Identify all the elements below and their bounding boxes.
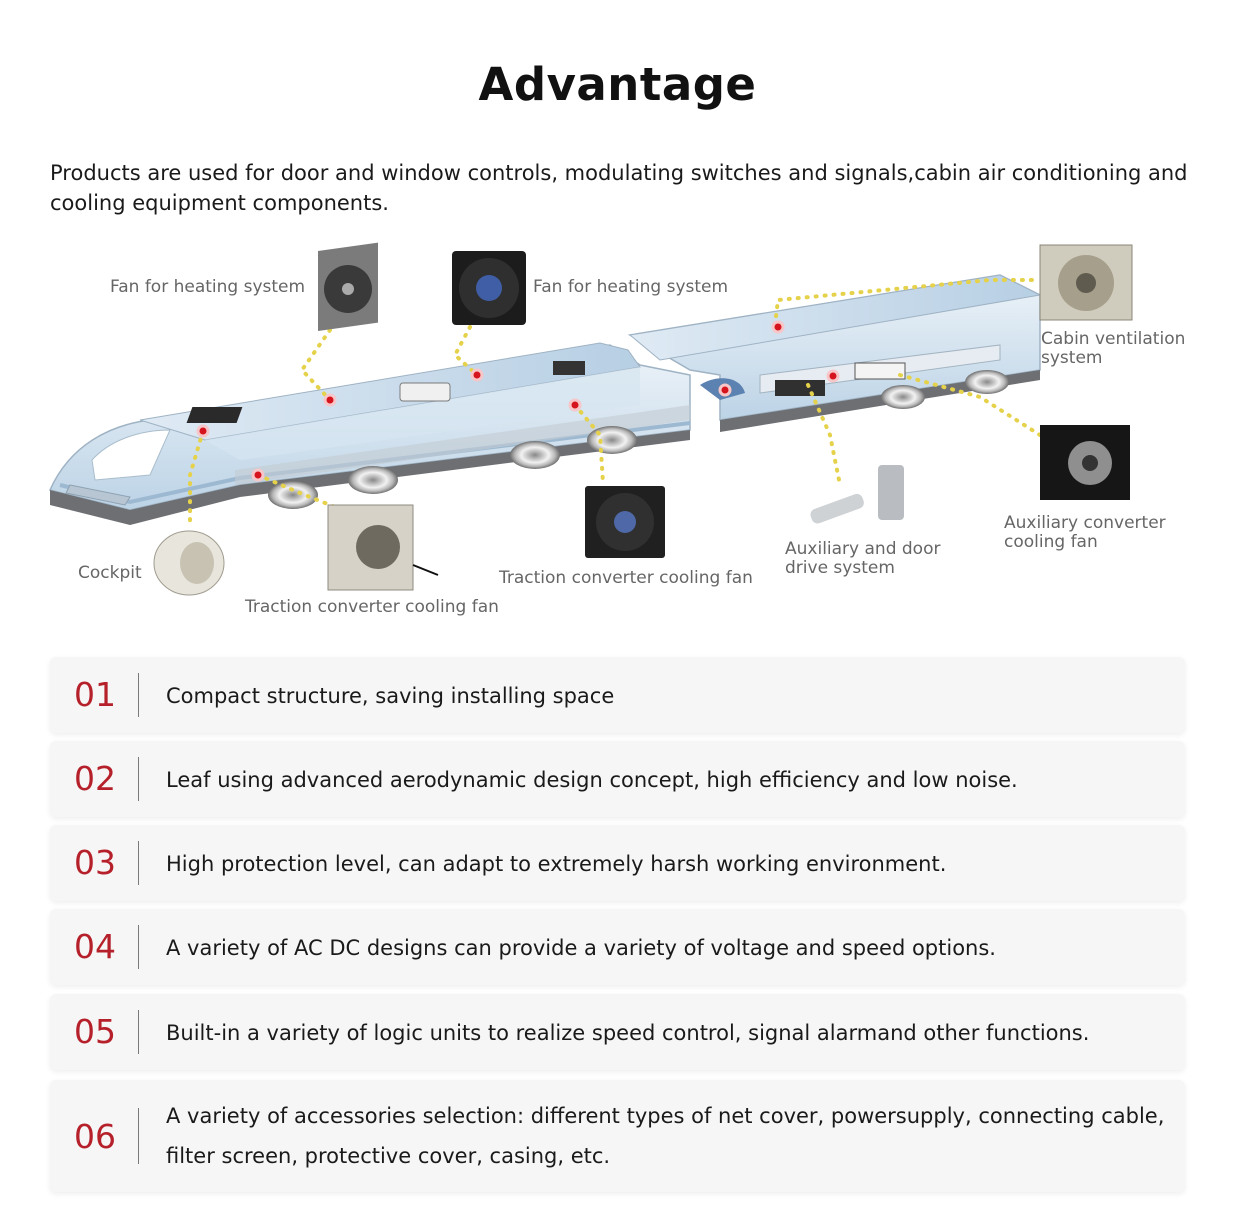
page-title: Advantage (478, 58, 757, 111)
divider (138, 841, 139, 885)
roof-unit (553, 361, 585, 375)
advantage-number: 04 (74, 927, 116, 966)
roof-unit (775, 380, 825, 396)
advantage-row (50, 909, 1185, 985)
label-aux-door-drive: Auxiliary and door drive system (785, 539, 941, 578)
advantage-text: Compact structure, saving installing space (166, 684, 615, 708)
roof-unit (400, 383, 450, 401)
roof-unit (855, 363, 905, 379)
radial-fan-icon (328, 505, 438, 590)
advantage-number: 06 (74, 1117, 116, 1156)
advantage-text: High protection level, can adapt to extremely harsh working environment. (166, 852, 947, 876)
intro-paragraph: Products are used for door and window controls, modulating switches and signals,cabin air conditioning and cooling equipment components. (50, 161, 1188, 215)
advantage-row (50, 825, 1185, 901)
advantage-row (50, 657, 1185, 733)
gear-motor-icon (809, 465, 904, 525)
advantage-number: 02 (74, 759, 116, 798)
compact-fan-icon (585, 486, 665, 558)
divider (138, 1108, 139, 1164)
roof-unit (187, 407, 243, 423)
advantage-number: 03 (74, 843, 116, 882)
advantage-text: Built-in a variety of logic units to realize speed control, signal alarmand other functions. (166, 1021, 1090, 1045)
label-fan-heating-left: Fan for heating system (110, 277, 306, 297)
square-fan-icon (452, 251, 526, 325)
label-traction-fan-bottom: Traction converter cooling fan (245, 597, 499, 617)
label-traction-fan-middle: Traction converter cooling fan (499, 568, 753, 588)
divider (138, 757, 139, 801)
divider (138, 673, 139, 717)
label-cockpit: Cockpit (78, 563, 142, 583)
advantage-row (50, 741, 1185, 817)
train-application-diagram (0, 235, 1235, 635)
label-aux-converter-fan: Auxiliary converter cooling fan (1004, 513, 1166, 552)
blower-icon (154, 531, 224, 595)
advantage-text: A variety of accessories selection: different types of net cover, powersupply, connecting cable, filter screen, protective cover, casing, etc. (166, 1104, 1165, 1168)
ec-fan-icon (1040, 425, 1130, 500)
centrifugal-fan-icon (1040, 245, 1132, 320)
label-fan-heating-right: Fan for heating system (533, 277, 729, 297)
axial-fan-icon (318, 243, 378, 331)
advantage-text: A variety of AC DC designs can provide a variety of voltage and speed options. (166, 936, 996, 960)
divider (138, 925, 139, 969)
advantage-number: 05 (74, 1012, 116, 1051)
divider (138, 1010, 139, 1054)
advantage-text: Leaf using advanced aerodynamic design concept, high efficiency and low noise. (166, 768, 1018, 792)
advantage-row (50, 994, 1185, 1070)
advantage-row (50, 1080, 1185, 1192)
label-cabin-ventilation: Cabin ventilation system (1041, 329, 1186, 368)
advantage-number: 01 (74, 675, 116, 714)
rear-car (630, 275, 1040, 432)
